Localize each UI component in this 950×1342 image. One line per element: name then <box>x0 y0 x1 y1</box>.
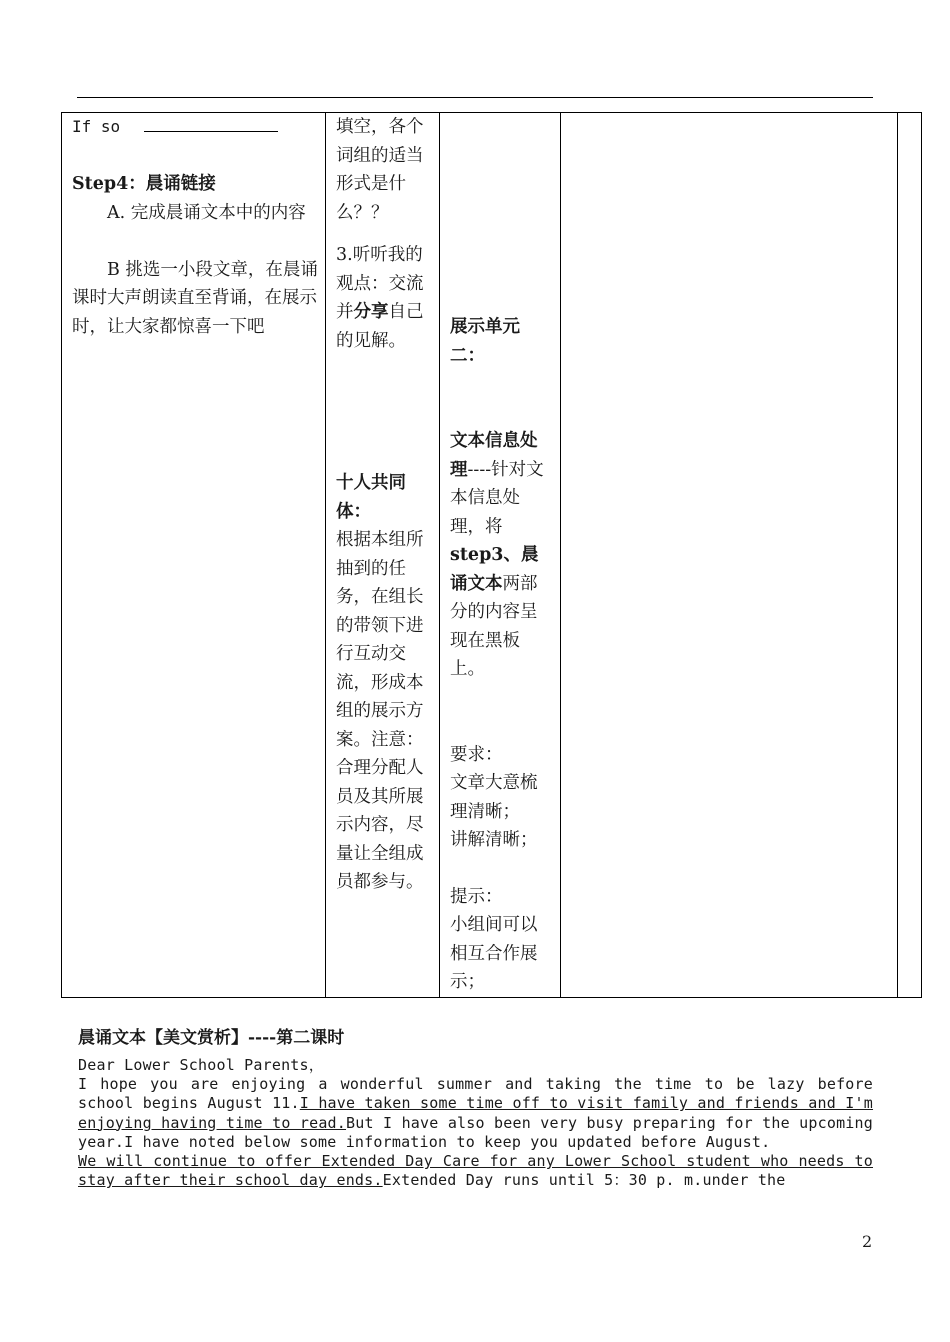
tip-1: 小组间可以相互合作展示； <box>450 915 538 992</box>
group-body: 根据本组所抽到的任务，在组长的带领下进行互动交流，形成本组的展示方案。注意：合理分配人员及其所展示内容，尽量让全组成员都参与。 <box>336 530 424 892</box>
article-paragraph-1: I hope you are enjoying a wonderful summer and taking the time to be lazy before school begins August 11.I have taken some time off to visit family and friends and I'm enjoying having time to read.But I have also been very busy preparing for the upcoming year.I have noted below some information to keep you updated before August. <box>78 1075 874 1151</box>
requirement-1: 文章大意梳理清晰； <box>450 773 538 822</box>
if-so-line: If so <box>72 113 319 142</box>
activity-column <box>62 113 326 998</box>
display-column <box>440 113 561 998</box>
margin-column <box>898 113 922 998</box>
header-rule <box>77 97 873 98</box>
article-paragraph-2: We will continue to offer Extended Day Care for any Lower School student who needs to stay after their school day ends.Extended Day runs until 5：30 p. m.under the <box>78 1152 873 1190</box>
requirements-label: 要求： <box>450 744 503 765</box>
morning-reading-text <box>78 1026 873 1190</box>
empty-column <box>561 113 898 998</box>
item-b: B 挑选一小段文章，在晨诵课时大声朗读直至背诵，在展示时，让大家都惊喜一下吧 <box>72 259 318 337</box>
item-a: A. 完成晨诵文本中的内容 <box>107 202 306 223</box>
share-views-note: 3.听听我的观点：交流并分享自己的见解。 <box>336 245 424 351</box>
unit-title: 展示单元二： <box>450 317 520 366</box>
answer-blank <box>144 116 278 132</box>
step4-title: Step4：晨诵链接 <box>72 174 216 194</box>
lesson-plan-table <box>61 112 922 998</box>
tips-label: 提示： <box>450 886 503 907</box>
requirement-2: 讲解清晰； <box>450 830 538 850</box>
fill-blank-note: 填空，各个词组的适当形式是什么？？ <box>336 117 424 223</box>
guidance-column <box>326 113 440 998</box>
article-title: 晨诵文本【美文赏析】----第二课时 <box>78 1028 345 1048</box>
article-greeting: Dear Lower School Parents， <box>78 1056 324 1074</box>
page-number: 2 <box>862 1232 873 1251</box>
info-processing: 文本信息处理----针对文本信息处理，将step3、晨诵文本两部分的内容呈现在黑板上。 <box>450 431 544 679</box>
group-title: 十人共同体： <box>336 473 406 522</box>
